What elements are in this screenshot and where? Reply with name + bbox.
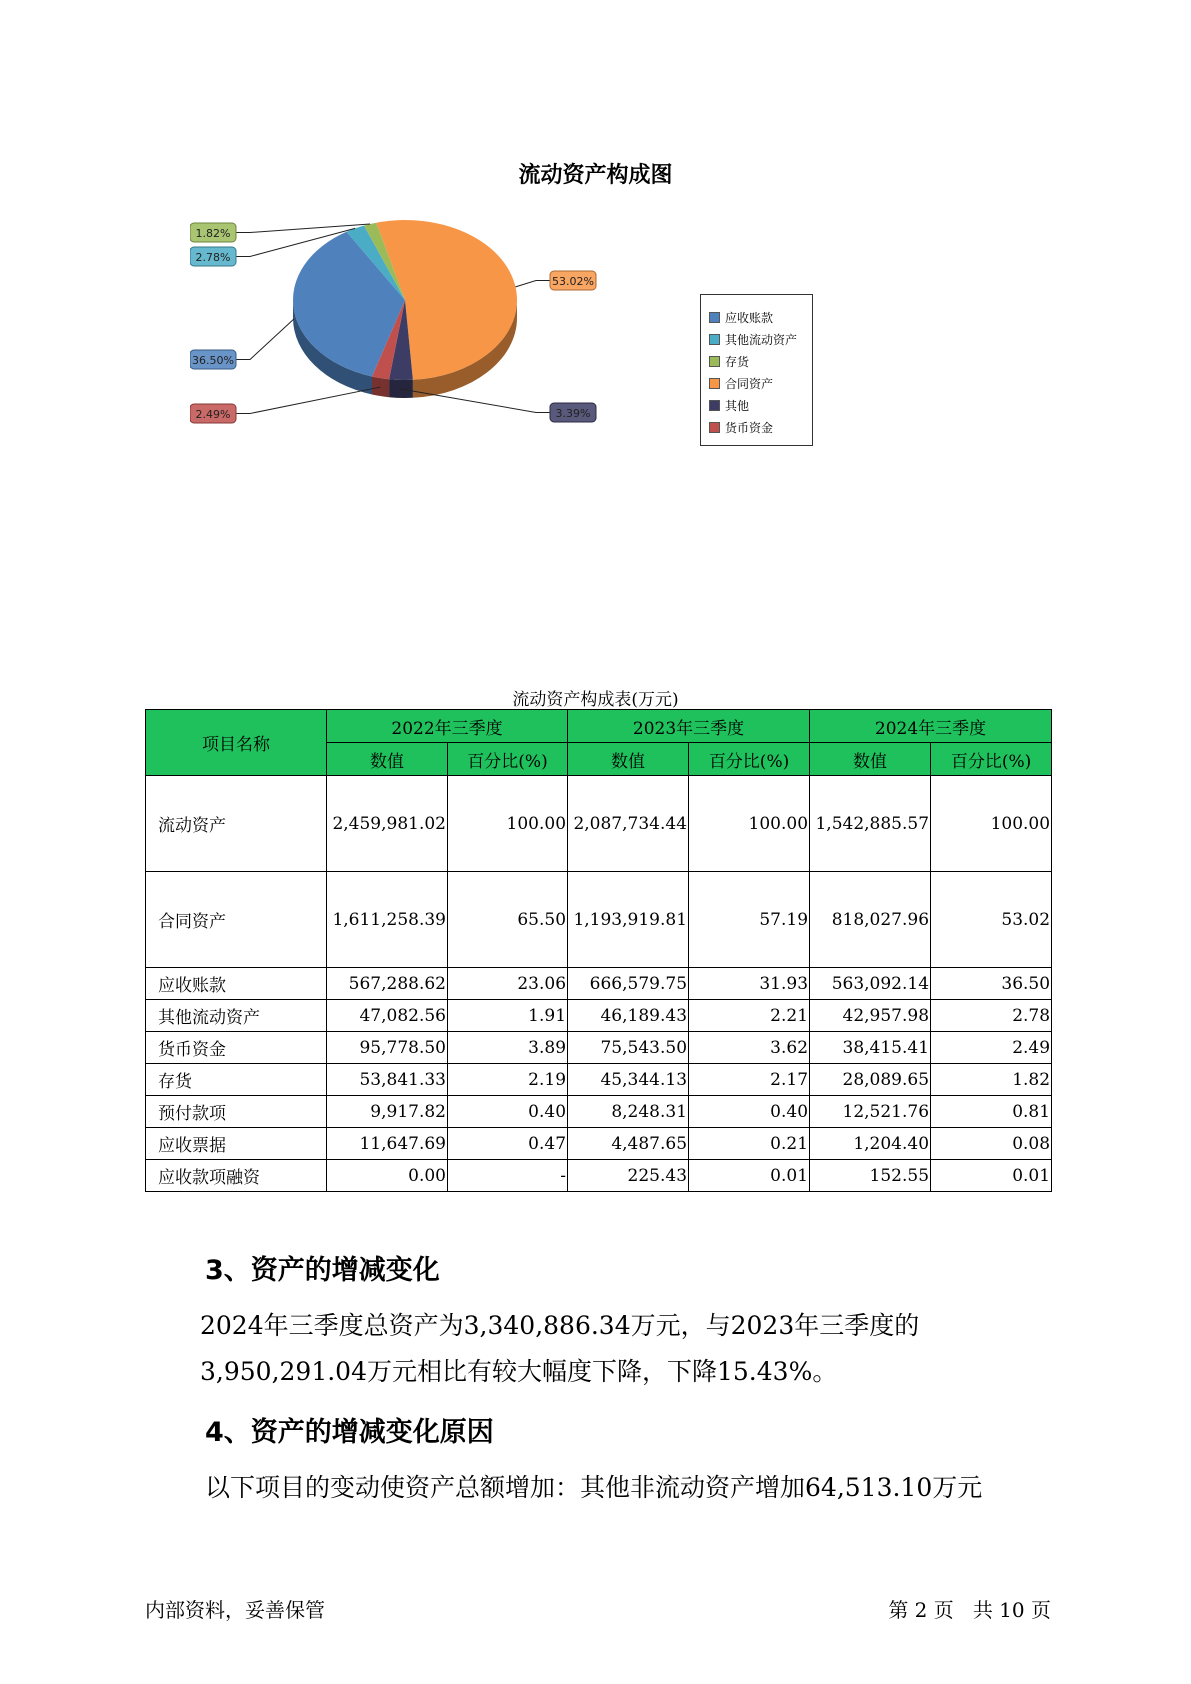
header-pct: 百分比(%) xyxy=(931,743,1052,776)
header-value: 数值 xyxy=(327,743,448,776)
chart-legend xyxy=(700,294,813,446)
row-name: 应收款项融资 xyxy=(146,1160,327,1192)
legend-label: 合同资产 xyxy=(725,376,774,391)
row-name: 合同资产 xyxy=(146,872,327,968)
cell-value: 0.00 xyxy=(327,1160,448,1192)
table-row xyxy=(146,872,1052,968)
legend-swatch xyxy=(709,400,720,411)
cell-value: 38,415.41 xyxy=(810,1032,931,1064)
data-label: 53.02% xyxy=(552,275,594,288)
cell-pct: 2.17 xyxy=(689,1064,810,1096)
cell-pct: 0.08 xyxy=(931,1128,1052,1160)
cell-pct: 100.00 xyxy=(448,776,568,872)
cell-pct: 2.78 xyxy=(931,1000,1052,1032)
cell-pct: 100.00 xyxy=(931,776,1052,872)
cell-pct: 3.89 xyxy=(448,1032,568,1064)
legend-swatch xyxy=(709,422,720,433)
legend-label: 存货 xyxy=(725,354,750,369)
legend-item xyxy=(709,373,773,393)
header-value: 数值 xyxy=(810,743,931,776)
cell-value: 9,917.82 xyxy=(327,1096,448,1128)
cell-pct: 100.00 xyxy=(689,776,810,872)
data-label: 1.82% xyxy=(195,227,231,240)
cell-value: 12,521.76 xyxy=(810,1096,931,1128)
cell-value: 11,647.69 xyxy=(327,1128,448,1160)
cell-pct: 31.93 xyxy=(689,968,810,1000)
cell-value: 45,344.13 xyxy=(568,1064,689,1096)
cell-pct: 53.02 xyxy=(931,872,1052,968)
pie-chart xyxy=(190,215,670,465)
cell-pct: 0.01 xyxy=(689,1160,810,1192)
data-label: 2.78% xyxy=(195,251,231,264)
cell-value: 563,092.14 xyxy=(810,968,931,1000)
section-heading: 4、资产的增减变化原因 xyxy=(205,1417,494,1448)
row-name: 预付款项 xyxy=(146,1096,327,1128)
row-name: 应收票据 xyxy=(146,1128,327,1160)
section-paragraph xyxy=(145,1465,1065,1511)
paragraph-line: 以下项目的变动使资产总额增加：其他非流动资产增加64,513.10万元 xyxy=(205,1473,983,1502)
legend-label: 货币资金 xyxy=(725,420,774,435)
current-assets-table xyxy=(145,709,1052,1192)
leader-line xyxy=(401,389,550,413)
legend-label: 其他流动资产 xyxy=(725,332,798,347)
row-name: 应收账款 xyxy=(146,968,327,1000)
cell-pct: 0.21 xyxy=(689,1128,810,1160)
header-value: 数值 xyxy=(568,743,689,776)
cell-value: 1,611,258.39 xyxy=(327,872,448,968)
footer-page-number: 第 2 页 共 10 页 xyxy=(888,1598,1051,1622)
table-caption: 流动资产构成表(万元) xyxy=(512,690,679,710)
row-name: 货币资金 xyxy=(146,1032,327,1064)
table-row xyxy=(146,1160,1052,1192)
section-heading: 3、资产的增减变化 xyxy=(205,1255,440,1286)
cell-pct: 57.19 xyxy=(689,872,810,968)
leader-line xyxy=(236,319,294,360)
legend-swatch xyxy=(709,312,720,323)
leader-line xyxy=(515,281,550,287)
cell-value: 28,089.65 xyxy=(810,1064,931,1096)
cell-value: 152.55 xyxy=(810,1160,931,1192)
cell-pct: 1.82 xyxy=(931,1064,1052,1096)
row-name: 其他流动资产 xyxy=(146,1000,327,1032)
cell-value: 42,957.98 xyxy=(810,1000,931,1032)
header-period: 2022年三季度 xyxy=(327,710,568,743)
data-label: 2.49% xyxy=(195,408,231,421)
cell-value: 567,288.62 xyxy=(327,968,448,1000)
cell-value: 53,841.33 xyxy=(327,1064,448,1096)
table-row xyxy=(146,1128,1052,1160)
cell-pct: 2.19 xyxy=(448,1064,568,1096)
pie-slice-side xyxy=(372,376,389,397)
header-pct: 百分比(%) xyxy=(689,743,810,776)
legend-item xyxy=(709,395,749,415)
paragraph-line: 2024年三季度总资产为3,340,886.34万元，与2023年三季度的 xyxy=(200,1311,920,1340)
section-paragraph xyxy=(145,1303,1065,1395)
cell-value: 666,579.75 xyxy=(568,968,689,1000)
legend-label: 应收账款 xyxy=(725,310,774,325)
cell-pct: - xyxy=(448,1160,568,1192)
legend-label: 其他 xyxy=(725,398,750,413)
header-pct: 百分比(%) xyxy=(448,743,568,776)
table-row xyxy=(146,1064,1052,1096)
legend-swatch xyxy=(709,378,720,389)
row-name: 存货 xyxy=(146,1064,327,1096)
cell-value: 1,204.40 xyxy=(810,1128,931,1160)
cell-pct: 2.49 xyxy=(931,1032,1052,1064)
cell-pct: 65.50 xyxy=(448,872,568,968)
data-label: 3.39% xyxy=(555,407,591,420)
legend-swatch xyxy=(709,334,720,345)
legend-item xyxy=(709,417,773,437)
table-row xyxy=(146,1032,1052,1064)
data-label: 36.50% xyxy=(192,354,234,367)
chart-title: 流动资产构成图 xyxy=(518,163,673,188)
cell-value: 47,082.56 xyxy=(327,1000,448,1032)
cell-value: 225.43 xyxy=(568,1160,689,1192)
cell-value: 8,248.31 xyxy=(568,1096,689,1128)
cell-value: 4,487.65 xyxy=(568,1128,689,1160)
cell-value: 95,778.50 xyxy=(327,1032,448,1064)
cell-value: 1,193,919.81 xyxy=(568,872,689,968)
cell-value: 1,542,885.57 xyxy=(810,776,931,872)
footer-confidential: 内部资料，妥善保管 xyxy=(145,1598,325,1622)
table-row xyxy=(146,1096,1052,1128)
cell-pct: 0.81 xyxy=(931,1096,1052,1128)
table-row xyxy=(146,968,1052,1000)
header-item-name: 项目名称 xyxy=(146,710,327,776)
cell-value: 2,087,734.44 xyxy=(568,776,689,872)
cell-pct: 2.21 xyxy=(689,1000,810,1032)
cell-pct: 0.40 xyxy=(448,1096,568,1128)
header-period: 2023年三季度 xyxy=(568,710,810,743)
table-row xyxy=(146,1000,1052,1032)
cell-value: 46,189.43 xyxy=(568,1000,689,1032)
pie-slice-side xyxy=(389,379,413,398)
legend-item xyxy=(709,329,797,349)
header-period: 2024年三季度 xyxy=(810,710,1052,743)
table-row xyxy=(146,776,1052,872)
cell-pct: 23.06 xyxy=(448,968,568,1000)
cell-pct: 3.62 xyxy=(689,1032,810,1064)
cell-pct: 1.91 xyxy=(448,1000,568,1032)
cell-pct: 0.47 xyxy=(448,1128,568,1160)
paragraph-line: 3,950,291.04万元相比有较大幅度下降，下降15.43%。 xyxy=(200,1357,838,1386)
row-name: 流动资产 xyxy=(146,776,327,872)
cell-value: 818,027.96 xyxy=(810,872,931,968)
cell-value: 75,543.50 xyxy=(568,1032,689,1064)
cell-pct: 0.01 xyxy=(931,1160,1052,1192)
legend-item xyxy=(709,307,773,327)
leader-line xyxy=(236,387,380,413)
cell-pct: 36.50 xyxy=(931,968,1052,1000)
cell-pct: 0.40 xyxy=(689,1096,810,1128)
legend-item xyxy=(709,351,749,371)
cell-value: 2,459,981.02 xyxy=(327,776,448,872)
legend-swatch xyxy=(709,356,720,367)
